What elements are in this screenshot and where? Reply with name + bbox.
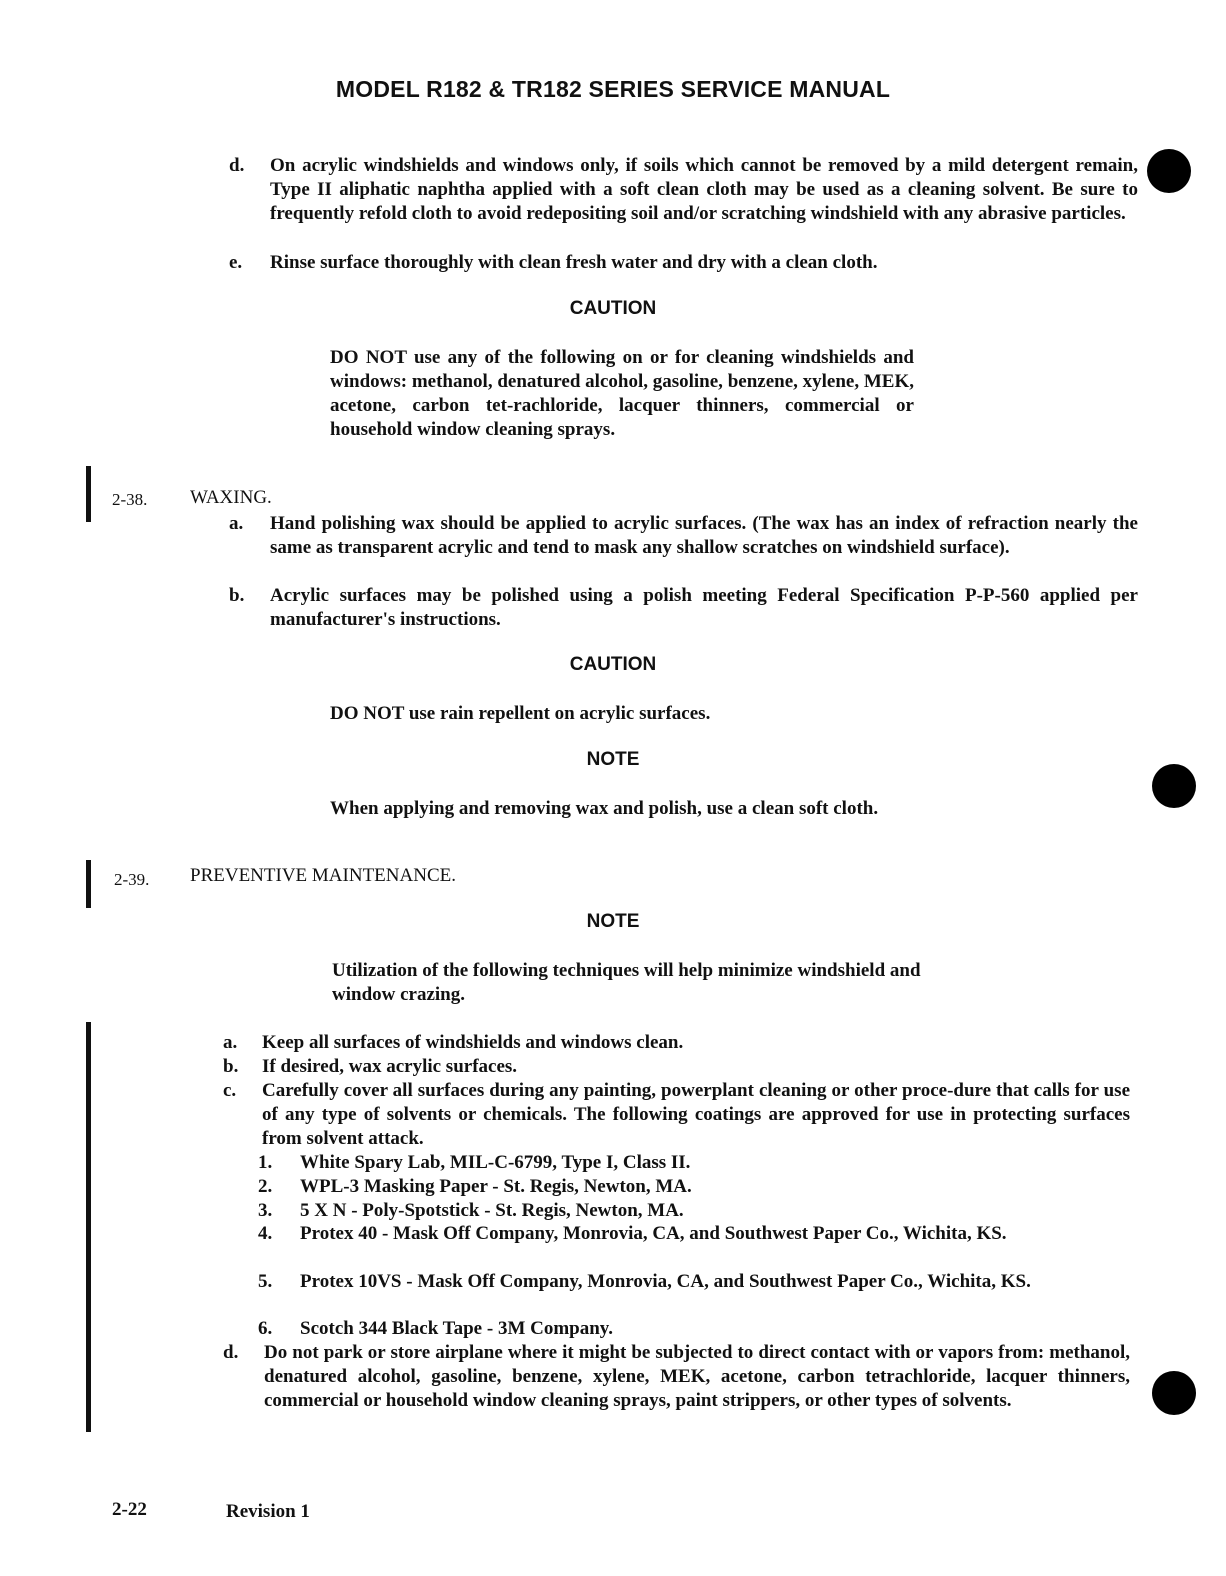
caution-heading: CAUTION (569, 298, 657, 319)
change-bar-pm (86, 860, 91, 908)
item-text: Acrylic surfaces may be polished using a polish meeting Federal Specification P-P-560 applied per manufacturer's instructions. (270, 585, 1138, 630)
item-label: d. (229, 155, 245, 176)
item-label: a. (229, 513, 244, 534)
item-text: On acrylic windshields and windows only, if soils which cannot be removed by a mild detergent remain, Type II aliphatic naphtha applied with a soft clean cloth may be used as a cleaning solvent. Be sure to frequently refold cloth to avoid redepositing soil and/or scratching windshield with any abrasive particles. (270, 155, 1138, 224)
item-label: e. (229, 252, 243, 273)
section-title: PREVENTIVE MAINTENANCE. (190, 865, 456, 886)
item-label: c. (223, 1080, 237, 1101)
page-title: MODEL R182 & TR182 SERIES SERVICE MANUAL (335, 76, 891, 102)
subitem-text: White Spary Lab, MIL-C-6799, Type I, Class II. (300, 1152, 691, 1173)
note-text: When applying and removing wax and polish, use a clean soft cloth. (330, 798, 879, 819)
item-text: Keep all surfaces of windshields and windows clean. (262, 1032, 684, 1053)
revision-label: Revision 1 (226, 1501, 310, 1522)
subitem-label: 6. (258, 1318, 273, 1339)
change-bar-pm-items (86, 1022, 91, 1432)
subitem-label: 5. (258, 1271, 273, 1292)
subitem-label: 4. (258, 1223, 273, 1244)
subitem-text: Protex 10VS - Mask Off Company, Monrovia, CA, and Southwest Paper Co., Wichita, KS. (300, 1271, 1031, 1292)
subitem-text: Scotch 344 Black Tape - 3M Company. (300, 1318, 614, 1339)
subitem-label: 2. (258, 1176, 273, 1197)
item-text: Do not park or store airplane where it might be subjected to direct contact with or vapors from: methanol, denatured alcohol, gasoline, benzene, xylene, MEK, acetone, carbon tetrachloride, lacquer thinners, commercial or household window cleaning sprays, paint strippers, or other types of solvents. (264, 1342, 1130, 1411)
subitem-text: Protex 40 - Mask Off Company, Monrovia, CA, and Southwest Paper Co., Wichita, KS. (300, 1223, 1007, 1244)
note-heading: NOTE (586, 911, 640, 932)
subitem-text: 5 X N - Poly-Spotstick - St. Regis, Newton, MA. (300, 1200, 684, 1221)
item-label: d. (223, 1342, 239, 1363)
subitem-label: 3. (258, 1200, 273, 1221)
page-number: 2-22 (112, 1499, 147, 1520)
item-text: Rinse surface thoroughly with clean fresh water and dry with a clean cloth. (270, 252, 878, 273)
section-title: WAXING. (190, 487, 272, 508)
item-label: b. (223, 1056, 239, 1077)
section-number: 2-38. (112, 490, 148, 509)
punch-hole-top (1147, 149, 1191, 193)
note-heading: NOTE (586, 749, 640, 770)
punch-hole-bottom (1152, 1371, 1196, 1415)
item-text: If desired, wax acrylic surfaces. (262, 1056, 518, 1077)
section-number: 2-39. (114, 870, 150, 889)
item-label: b. (229, 585, 245, 606)
note-text: Utilization of the following techniques will help minimize windshield and window crazing. (332, 960, 921, 1005)
subitem-text: WPL-3 Masking Paper - St. Regis, Newton, MA. (300, 1176, 692, 1197)
item-label: a. (223, 1032, 238, 1053)
caution-heading: CAUTION (569, 654, 657, 675)
item-text: Hand polishing wax should be applied to acrylic surfaces. (The wax has an index of refraction nearly the same as transparent acrylic and tend to mask any shallow scratches on windshield surface). (270, 513, 1138, 558)
caution-text: DO NOT use rain repellent on acrylic surfaces. (330, 703, 711, 724)
subitem-label: 1. (258, 1152, 273, 1173)
change-bar-waxing (86, 466, 91, 522)
caution-text: DO NOT use any of the following on or for cleaning windshields and windows: methanol, denatured alcohol, gasoline, benzene, xylene, MEK, acetone, carbon tet-rachloride, lacquer thinners, commercial or household window cleaning sprays. (330, 347, 914, 440)
item-text: Carefully cover all surfaces during any painting, powerplant cleaning or other proce-dure that calls for use of any type of solvents or chemicals. The following coatings are approved for use in protecting surfaces from solvent attack. (262, 1080, 1130, 1149)
